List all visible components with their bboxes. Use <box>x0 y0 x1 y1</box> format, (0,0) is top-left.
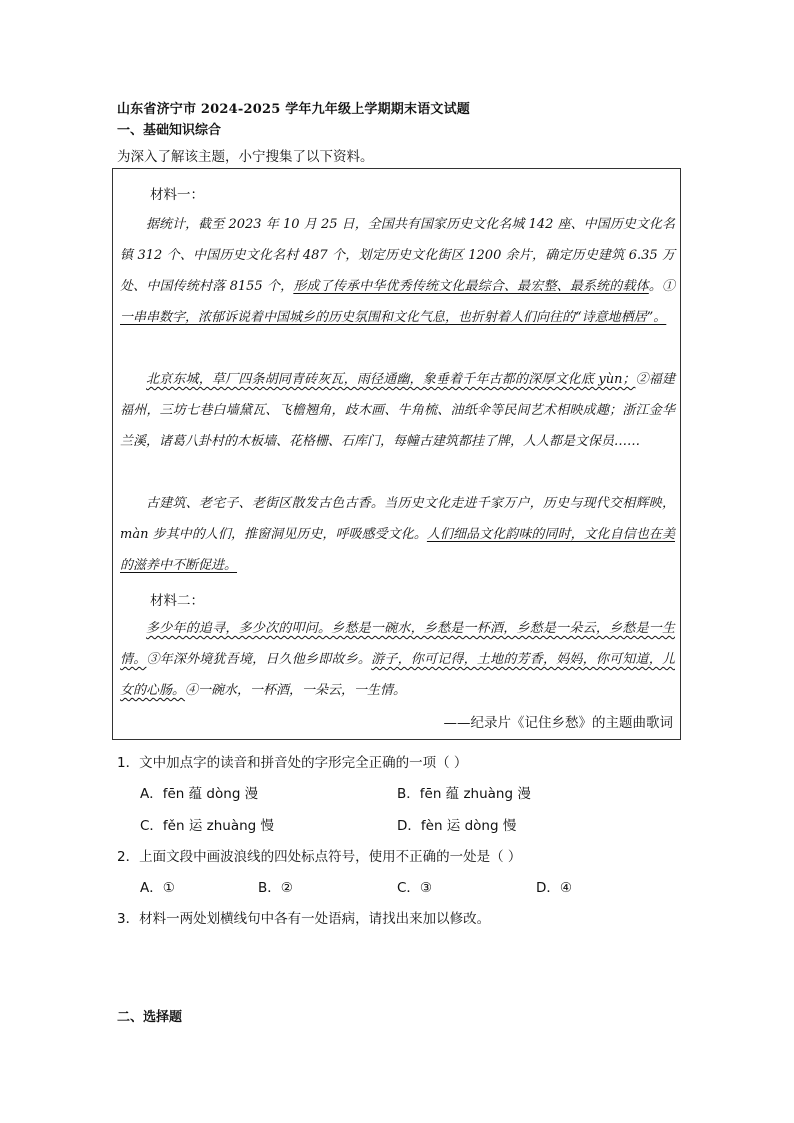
material-1-paragraph-2 <box>120 364 675 457</box>
m2-text-c: ④一碗水，一杯酒，一朵云，一生情。 <box>185 683 407 698</box>
m1-underlined-sentence-2: 一串串数字，浓郁诉说着中国城乡的历史氛围和文化气息，也折射着人们向往的“诗意地栖居”。 <box>120 310 667 325</box>
material-2-label: 材料二： <box>150 593 204 609</box>
material-1-paragraph-3 <box>120 488 675 581</box>
question-1: 1．文中加点字的读音和拼音处的字形完全正确的一项（ ） <box>117 755 468 771</box>
m1-p3-text: 古建筑、老宅子、老街区散发古色古香。当历史文化走进千家万户，历史与现代交相辉映，màn 步其中的人们，推窗洞见历史，呼吸感受文化。 <box>120 496 675 542</box>
q2-option-b[interactable]: B．② <box>258 880 293 896</box>
m1-underlined-sentence-3: 人们细品文化韵味的同时，文化自信也在美的滋养中不断促进。 <box>120 527 675 573</box>
material-1-paragraph-1 <box>120 209 675 333</box>
question-2: 2．上面文段中画波浪线的四处标点符号，使用不正确的一处是（ ） <box>117 849 522 865</box>
document-title: 山东省济宁市 2024-2025 学年九年级上学期期末语文试题 <box>117 102 471 117</box>
m2-wavy-sentence-2: 游子，你可记得，土地的芳香，妈妈，你可知道，儿女的心肠。 <box>120 652 675 698</box>
material-2-paragraph <box>120 613 675 706</box>
m1-p1-marker: 。① <box>648 279 675 294</box>
m1-p2-text: ②福建福州，三坊七巷白墙黛瓦、飞檐翘角，歧木画、牛角梳、油纸伞等民间艺术相映成趣；浙江金华兰溪，诸葛八卦村的木板墙、花格栅、石库门，每幢古建筑都挂了牌，人人都是文保员…… <box>120 372 675 449</box>
m2-text-b: ③年深外境犹吾境，日久他乡即故乡。 <box>146 652 372 667</box>
intro-text: 为深入了解该主题，小宁搜集了以下资料。 <box>117 149 374 165</box>
material-1-label: 材料一： <box>150 187 204 203</box>
section-heading-2: 二、选择题 <box>117 1010 183 1025</box>
q1-option-c[interactable]: C．fěn 运 zhuàng 慢 <box>140 818 275 834</box>
section-heading-1: 一、基础知识综合 <box>117 123 222 138</box>
question-3: 3．材料一两处划横线句中各有一处语病，请找出来加以修改。 <box>117 911 491 927</box>
q2-option-c[interactable]: C．③ <box>397 880 433 896</box>
m2-wavy-sentence-1: 多少年的追寻，多少次的叩问。乡愁是一碗水，乡愁是一杯酒，乡愁是一朵云，乡愁是一生情。 <box>120 621 675 667</box>
material-2-source: ——纪录片《记住乡愁》的主题曲歌词 <box>443 715 673 731</box>
q2-option-a[interactable]: A．① <box>140 880 175 896</box>
q2-option-d[interactable]: D．④ <box>536 880 572 896</box>
q1-option-d[interactable]: D．fèn 运 dòng 慢 <box>397 818 517 834</box>
q1-option-b[interactable]: B．fēn 蕴 zhuàng 漫 <box>397 786 531 802</box>
q1-option-a[interactable]: A．fēn 蕴 dòng 漫 <box>140 786 259 802</box>
m1-wavy-sentence: 北京东城，草厂四条胡同青砖灰瓦，雨径通幽，象垂着千年古都的深厚文化底 yùn； <box>146 372 636 387</box>
m1-underlined-sentence-1: 形成了传承中华优秀传统文化最综合、最宏整、最系统的载体 <box>293 279 649 294</box>
m1-p1-text: 据统计，截至 2023 年 10 月 25 日，全国共有国家历史文化名城 142 座、中国历史文化名镇 312 个、中国历史文化名村 487 个，划定历史文化街区 1200 余片，确定历史建筑 6.35 万处、中国传统村落 8155 个， <box>120 217 675 294</box>
